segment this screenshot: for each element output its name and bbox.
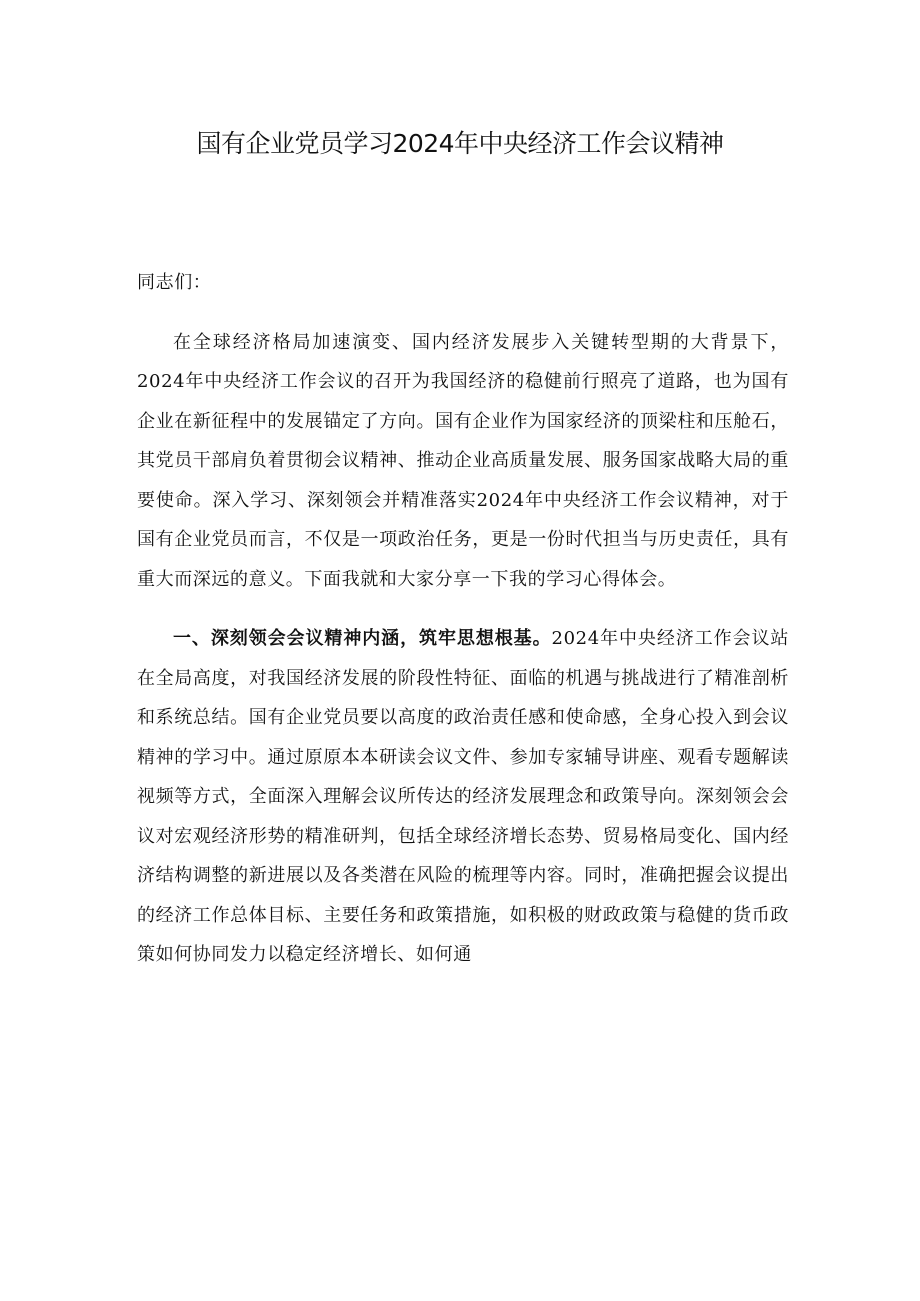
paragraph-text: 2024年中央经济工作会议站在全局高度，对我国经济发展的阶段性特征、面临的机遇与挑战进行了精准剖析和系统总结。国有企业党员要以高度的政治责任感和使命感，全身心投入到会议精神的学习中。通过原原本本研读会议文件、参加专家辅导讲座、观看专题解读视频等方式，全面深入理解会议所传达的经济发展理念和政策导向。深刻领会会议对宏观经济形势的精准研判，包括全球经济增长态势、贸易格局变化、国内经济结构调整的新进展以及各类潜在风险的梳理等内容。同时，准确把握会议提出的经济工作总体目标、主要任务和政策措施，如积极的财政政策与稳健的货币政策如何协同发力以稳定经济增长、如何通 (137, 628, 789, 965)
document-body (137, 263, 789, 995)
salutation: 同志们： (137, 272, 212, 293)
section-heading: 一、深刻领会会议精神内涵，筑牢思想根基。 (173, 628, 552, 649)
paragraph-text: 在全球经济格局加速演变、国内经济发展步入关键转型期的大背景下，2024年中央经济工作会议的召开为我国经济的稳健前行照亮了道路，也为国有企业在新征程中的发展锚定了方向。国有企业作为国家经济的顶梁柱和压舱石，其党员干部肩负着贯彻会议精神、推动企业高质量发展、服务国家战略大局的重要使命。深入学习、深刻领会并精准落实2024年中央经济工作会议精神，对于国有企业党员而言，不仅是一项政治任务，更是一份时代担当与历史责任，具有重大而深远的意义。下面我就和大家分享一下我的学习心得体会。 (137, 331, 789, 590)
intro-paragraph (137, 323, 789, 600)
document-title: 国有企业党员学习2024年中央经济工作会议精神 (196, 129, 724, 158)
section-one-paragraph (137, 619, 789, 975)
